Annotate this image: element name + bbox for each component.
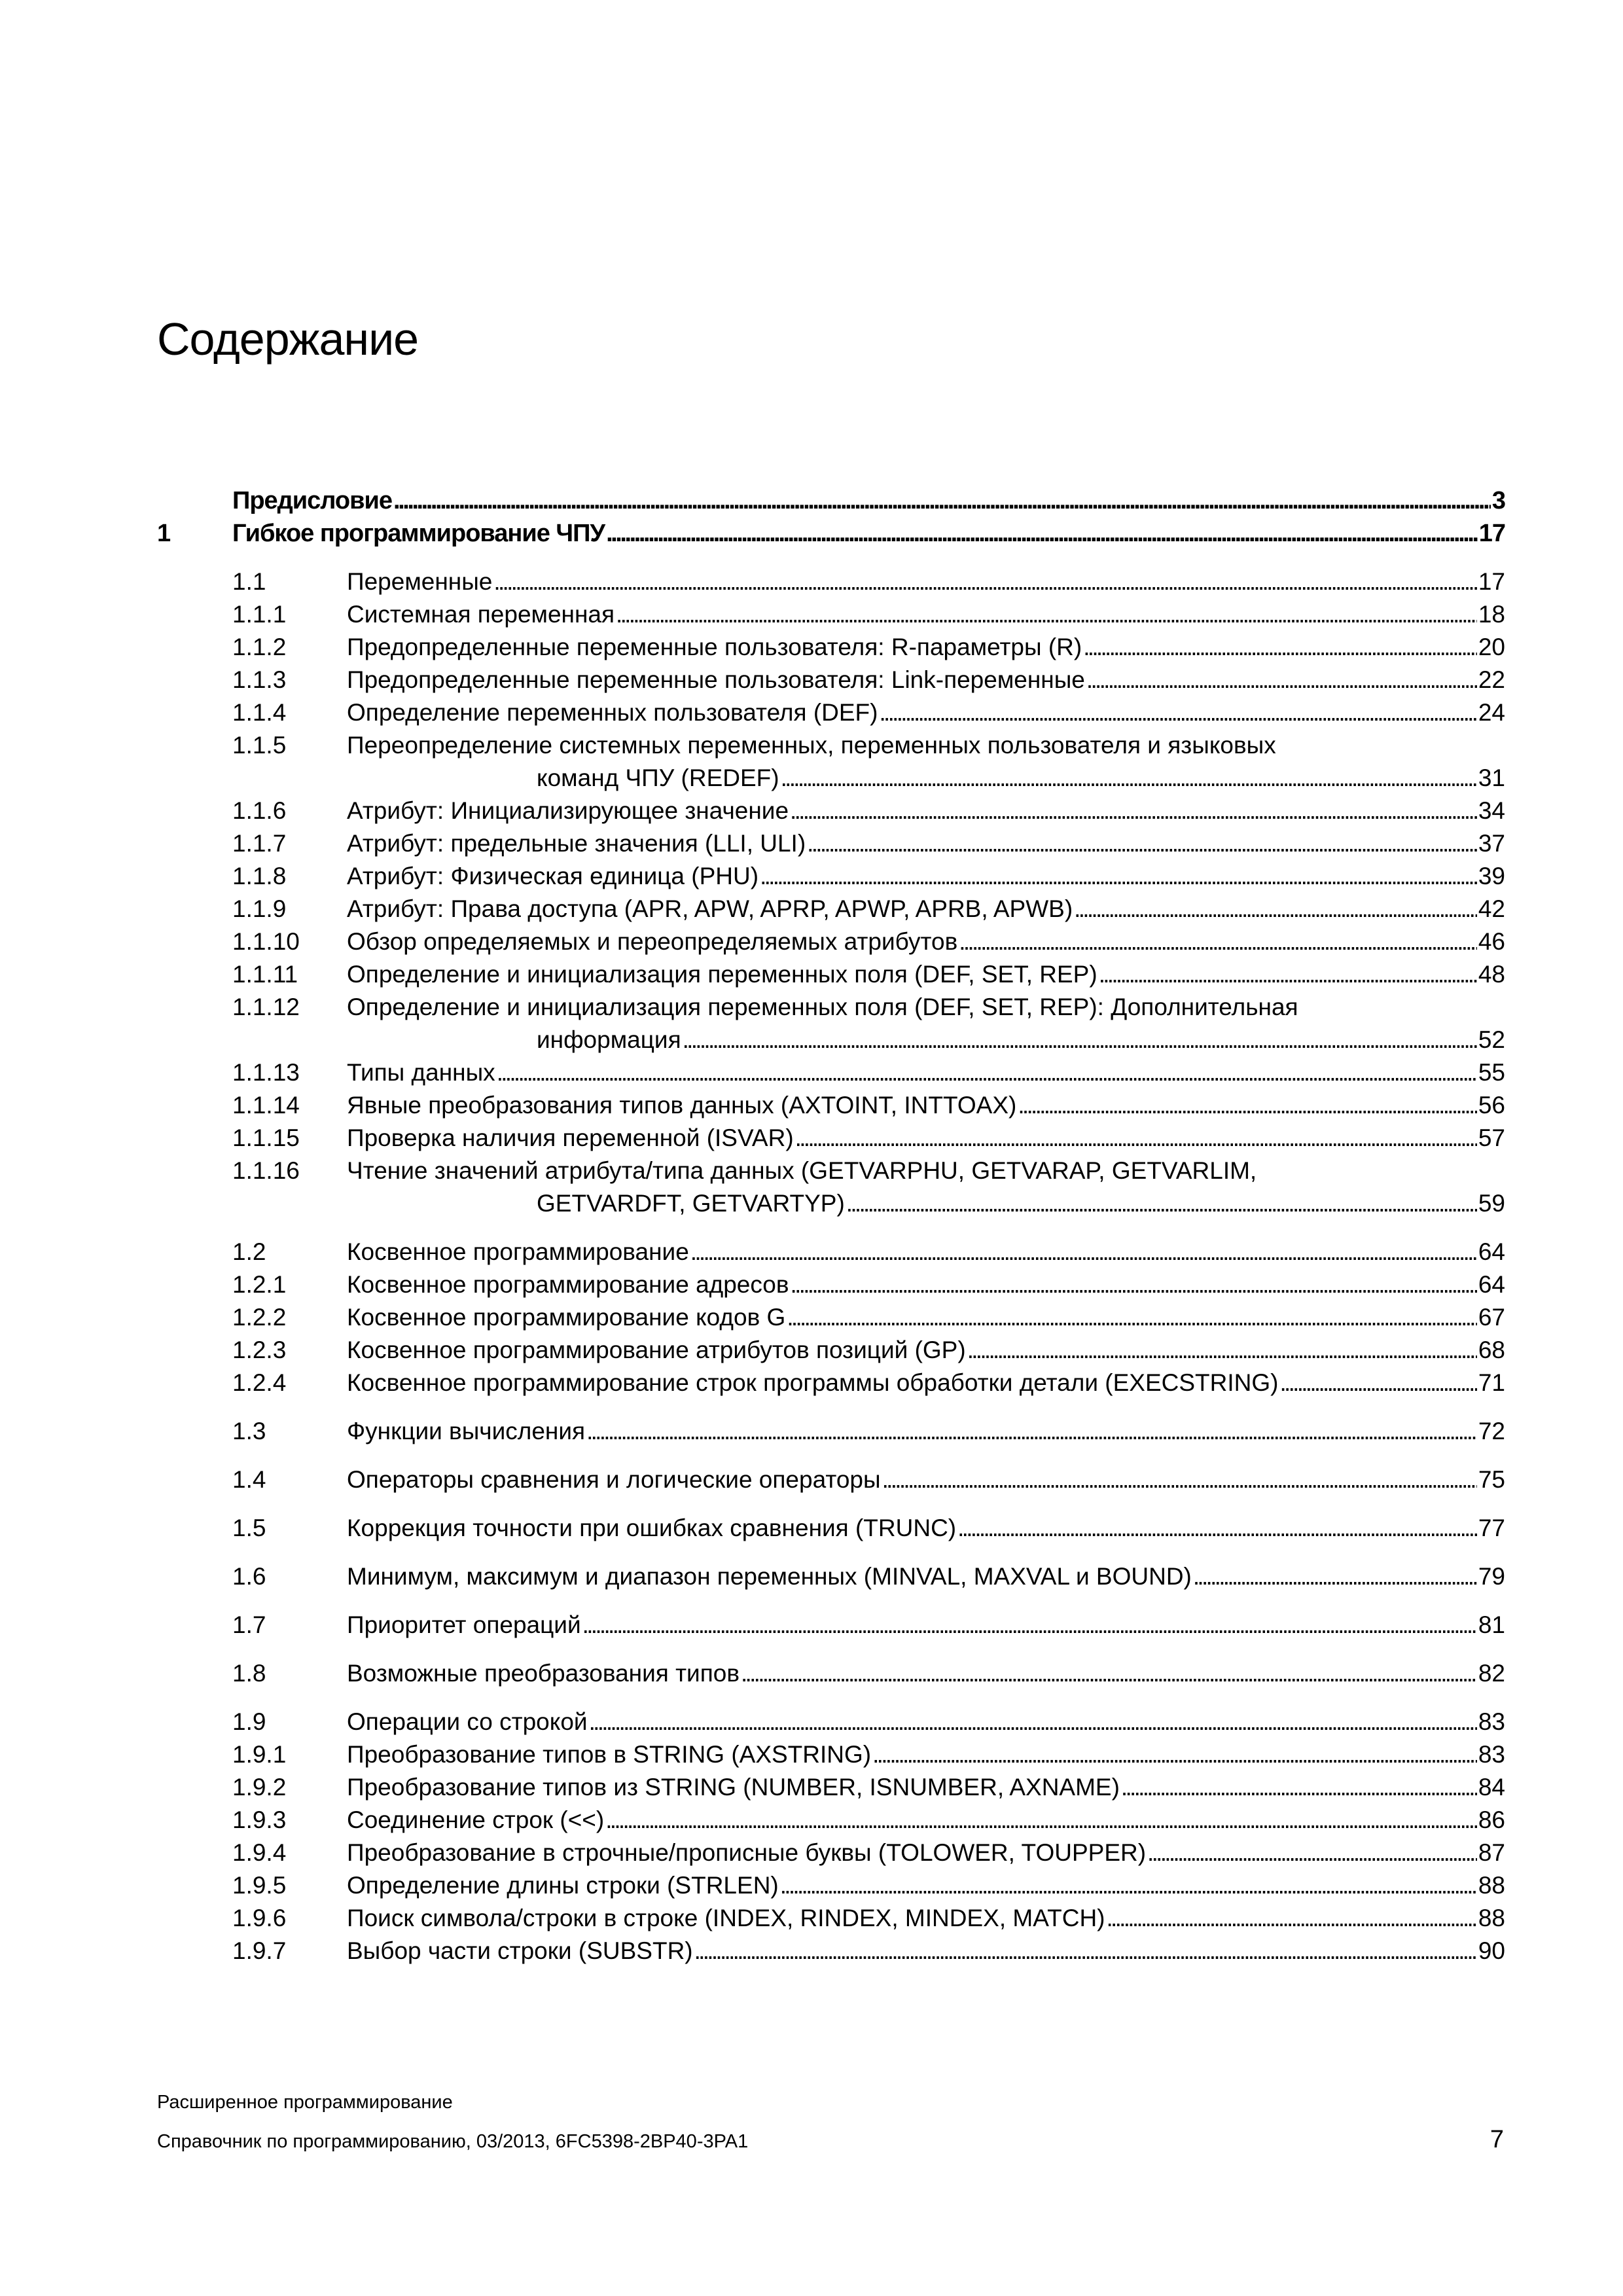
toc-entry-number: 1.1.2 [232, 634, 287, 660]
toc-leader-dots [683, 1024, 1477, 1056]
toc-leader-dots [1279, 1367, 1476, 1399]
toc-entry-title: Выбор части строки (SUBSTR) [347, 1937, 693, 1964]
toc-leader-dots [586, 1415, 1477, 1448]
toc-entry-page: 86 [1478, 1806, 1505, 1833]
toc-entry-title: Определение и инициализация переменных поля (DEF, SET, REP) [347, 961, 1097, 988]
toc-entry-number: 1.4 [232, 1466, 266, 1493]
toc-entry-title: Типы данных [347, 1059, 495, 1086]
toc-entry-title: Косвенное программирование кодов G [347, 1304, 786, 1331]
toc-spacer [157, 1448, 1505, 1463]
toc-spacer [157, 550, 1505, 565]
toc-entry-title: Косвенное программирование атрибутов позиций (GP) [347, 1336, 966, 1363]
toc-entry-page: 52 [1478, 1026, 1505, 1053]
toc-section-entry[interactable] [157, 1560, 1505, 1593]
toc-entry-title: Косвенное программирование строк программы обработки детали (EXECSTRING) [347, 1369, 1279, 1396]
toc-section-entry[interactable] [157, 1463, 1505, 1496]
toc-spacer [157, 1496, 1505, 1512]
toc-entry-title: Операции со строкой [347, 1708, 588, 1735]
toc-entry-page: 72 [1478, 1418, 1505, 1444]
toc-entry-page: 17 [1478, 520, 1505, 547]
toc-leader-dots [1193, 1560, 1477, 1593]
toc-leader-dots [787, 1301, 1477, 1334]
toc-entry-number: 1.1.11 [232, 961, 298, 988]
toc-entry-number: 1.1.16 [232, 1157, 300, 1184]
toc-section-entry[interactable] [157, 925, 1505, 958]
toc-entry-number: 1.1.13 [232, 1059, 300, 1086]
toc-entry-number: 1.1.10 [232, 928, 300, 955]
toc-entry-number: 1 [157, 520, 171, 547]
toc-entry-title: Чтение значений атрибута/типа данных (GETVARPHU, GETVARAP, GETVARLIM, [347, 1157, 1257, 1184]
toc-entry-number: 1.1.12 [232, 994, 300, 1020]
toc-section-entry[interactable] [157, 1609, 1505, 1641]
toc-entry-title: Преобразование типов в STRING (AXSTRING) [347, 1741, 872, 1768]
toc-section-entry[interactable] [157, 1415, 1505, 1448]
toc-entry-number: 1.1.5 [232, 732, 287, 759]
toc-entry-title: Определение и инициализация переменных поля (DEF, SET, REP): Дополнительная [347, 994, 1298, 1020]
toc-leader-dots [1086, 664, 1477, 696]
toc-entry-number: 1.9.5 [232, 1872, 287, 1899]
toc-entry-number: 1.9.1 [232, 1741, 287, 1768]
toc-section-entry[interactable] [157, 1367, 1505, 1399]
toc-entry-number: 1.9.2 [232, 1774, 287, 1801]
toc-entry-number: 1.3 [232, 1418, 266, 1444]
toc-section-entry[interactable] [157, 1268, 1505, 1301]
toc-entry-number: 1.1 [232, 568, 266, 595]
toc-section-entry[interactable] [157, 1771, 1505, 1804]
toc-entry-page: 3 [1491, 487, 1505, 514]
toc-entry-page: 31 [1478, 764, 1505, 791]
toc-leader-dots [846, 1187, 1477, 1220]
toc-entry-title: Коррекция точности при ошибках сравнения (TRUNC) [347, 1515, 957, 1541]
toc-leader-dots [882, 1463, 1477, 1496]
toc-section-entry[interactable] [157, 1706, 1505, 1738]
toc-spacer [157, 1545, 1505, 1560]
toc-leader-dots [959, 925, 1477, 958]
toc-entry-title: Поиск символа/строки в строке (INDEX, RINDEX, MINDEX, MATCH) [347, 1905, 1105, 1931]
toc-entry-title: Обзор определяемых и переопределяемых атрибутов [347, 928, 958, 955]
toc-entry-page: 71 [1478, 1369, 1505, 1396]
toc-entry-title: Соединение строк (<<) [347, 1806, 605, 1833]
toc-entry-number: 1.9.3 [232, 1806, 287, 1833]
toc-entry-page: 68 [1478, 1336, 1505, 1363]
toc-entry-number: 1.5 [232, 1515, 266, 1541]
toc-entry-page: 84 [1478, 1774, 1505, 1801]
toc-entry-title: Преобразование типов из STRING (NUMBER, ISNUMBER, AXNAME) [347, 1774, 1120, 1801]
toc-entry-page: 88 [1478, 1905, 1505, 1931]
toc-entry-title: Гибкое программирование ЧПУ [232, 520, 605, 547]
toc-entry-title: Операторы сравнения и логические операторы [347, 1466, 881, 1493]
toc-leader-dots [760, 860, 1477, 893]
toc-entry-number: 1.1.3 [232, 666, 287, 693]
toc-leader-dots [582, 1609, 1477, 1641]
toc-entry-number: 1.7 [232, 1611, 266, 1638]
toc-entry-page: 56 [1478, 1092, 1505, 1119]
toc-entry-number: 1.2.2 [232, 1304, 287, 1331]
toc-section-entry[interactable] [157, 827, 1505, 860]
toc-section-entry[interactable] [157, 696, 1505, 729]
toc-entry-page: 22 [1478, 666, 1505, 693]
toc-entry-title-continuation: команд ЧПУ (REDEF) [537, 764, 779, 791]
toc-entry-title: Предопределенные переменные пользователя: Link-переменные [347, 666, 1085, 693]
toc-section-entry[interactable] [157, 1122, 1505, 1155]
toc-entry-number: 1.6 [232, 1563, 266, 1590]
toc-entry-number: 1.1.7 [232, 830, 287, 857]
toc-leader-dots [872, 1738, 1477, 1771]
toc-section-entry[interactable] [157, 1236, 1505, 1268]
toc-entry-title: Атрибут: предельные значения (LLI, ULI) [347, 830, 806, 857]
footer-document-title: Расширенное программирование [157, 2092, 453, 2113]
toc-section-entry[interactable] [157, 1512, 1505, 1545]
toc-section-entry[interactable] [157, 1902, 1505, 1935]
toc-leader-dots [790, 795, 1477, 827]
toc-spacer [157, 1593, 1505, 1609]
toc-chapter-entry[interactable] [157, 484, 1505, 517]
toc-leader-dots [795, 1122, 1477, 1155]
toc-section-entry[interactable] [157, 631, 1505, 664]
toc-entry-page: 79 [1478, 1563, 1505, 1590]
toc-section-entry[interactable] [157, 1056, 1505, 1089]
toc-section-entry[interactable] [157, 1804, 1505, 1837]
toc-entry-title: Переопределение системных переменных, переменных пользователя и языковых [347, 732, 1276, 759]
toc-entry-number: 1.2.4 [232, 1369, 287, 1396]
toc-leader-dots [589, 1706, 1477, 1738]
toc-entry-title: Предопределенные переменные пользователя: R-параметры (R) [347, 634, 1082, 660]
table-of-contents [157, 484, 1505, 1967]
toc-entry-page: 48 [1478, 961, 1505, 988]
toc-leader-dots [791, 1268, 1477, 1301]
toc-spacer [157, 1220, 1505, 1236]
page-number: 7 [1489, 2126, 1504, 2153]
toc-entry-number: 1.9.6 [232, 1905, 287, 1931]
toc-entry-number: 1.1.9 [232, 895, 287, 922]
toc-leader-dots [1074, 893, 1477, 925]
toc-entry-title: Возможные преобразования типов [347, 1660, 740, 1687]
toc-entry-page: 83 [1478, 1741, 1505, 1768]
toc-entry-page: 39 [1478, 863, 1505, 889]
toc-entry-title: Проверка наличия переменной (ISVAR) [347, 1124, 794, 1151]
toc-section-entry[interactable] [157, 729, 1505, 795]
footer-document-info: Справочник по программированию, 03/2013, 6FC5398-2BP40-3PA1 [157, 2131, 749, 2152]
toc-spacer [157, 1399, 1505, 1415]
toc-section-entry[interactable] [157, 1837, 1505, 1869]
toc-leader-dots [807, 827, 1477, 860]
toc-entry-number: 1.1.15 [232, 1124, 300, 1151]
toc-entry-title: Предисловие [232, 487, 392, 514]
toc-entry-number: 1.2.3 [232, 1336, 287, 1363]
toc-entry-page: 46 [1478, 928, 1505, 955]
toc-entry-page: 37 [1478, 830, 1505, 857]
toc-entry-page: 34 [1478, 797, 1505, 824]
toc-leader-dots [493, 565, 1476, 598]
toc-entry-number: 1.1.1 [232, 601, 287, 628]
toc-entry-title: Косвенное программирование адресов [347, 1271, 789, 1298]
toc-leader-dots [616, 598, 1477, 631]
toc-entry-number: 1.1.8 [232, 863, 287, 889]
toc-entry-page: 64 [1478, 1271, 1505, 1298]
toc-entry-page: 90 [1478, 1937, 1505, 1964]
toc-section-entry[interactable] [157, 795, 1505, 827]
toc-entry-title: Определение длины строки (STRLEN) [347, 1872, 779, 1899]
toc-entry-page: 81 [1478, 1611, 1505, 1638]
toc-entry-number: 1.9 [232, 1708, 266, 1735]
toc-entry-title: Преобразование в строчные/прописные буквы (TOLOWER, TOUPPER) [347, 1839, 1147, 1866]
toc-entry-page: 64 [1478, 1238, 1505, 1265]
toc-entry-page: 59 [1478, 1190, 1505, 1217]
toc-section-entry[interactable] [157, 1155, 1505, 1220]
toc-section-entry[interactable] [157, 893, 1505, 925]
toc-spacer [157, 1641, 1505, 1657]
toc-entry-number: 1.2.1 [232, 1271, 287, 1298]
toc-section-entry[interactable] [157, 1869, 1505, 1902]
toc-entry-title-continuation: информация [537, 1026, 681, 1053]
toc-section-entry[interactable] [157, 1334, 1505, 1367]
toc-entry-title: Минимум, максимум и диапазон переменных (MINVAL, MAXVAL и BOUND) [347, 1563, 1192, 1590]
toc-section-entry[interactable] [157, 1738, 1505, 1771]
toc-entry-title: Атрибут: Инициализирующее значение [347, 797, 789, 824]
toc-leader-dots [605, 1804, 1477, 1837]
toc-entry-page: 42 [1478, 895, 1505, 922]
toc-section-entry[interactable] [157, 1301, 1505, 1334]
toc-leader-dots [1147, 1837, 1477, 1869]
toc-entry-page: 17 [1478, 568, 1505, 595]
toc-leader-dots [780, 1869, 1477, 1902]
toc-entry-page: 67 [1478, 1304, 1505, 1331]
toc-leader-dots [781, 762, 1477, 795]
toc-leader-dots [1099, 958, 1477, 991]
toc-section-entry[interactable] [157, 1657, 1505, 1690]
toc-leader-dots [393, 484, 1491, 517]
toc-spacer [157, 1690, 1505, 1706]
toc-entry-title: Определение переменных пользователя (DEF) [347, 699, 878, 726]
toc-entry-title: Системная переменная [347, 601, 615, 628]
toc-section-entry[interactable] [157, 1089, 1505, 1122]
toc-entry-page: 20 [1478, 634, 1505, 660]
toc-leader-dots [1083, 631, 1477, 664]
toc-entry-page: 87 [1478, 1839, 1505, 1866]
toc-section-entry[interactable] [157, 565, 1505, 598]
toc-leader-dots [1107, 1902, 1477, 1935]
toc-entry-title: Переменные [347, 568, 493, 595]
toc-entry-title: Атрибут: Физическая единица (PHU) [347, 863, 759, 889]
toc-leader-dots [606, 517, 1478, 550]
toc-entry-number: 1.1.6 [232, 797, 287, 824]
toc-leader-dots [741, 1657, 1477, 1690]
toc-entry-page: 57 [1478, 1124, 1505, 1151]
toc-section-entry[interactable] [157, 991, 1505, 1056]
toc-entry-title: Косвенное программирование [347, 1238, 689, 1265]
toc-leader-dots [967, 1334, 1477, 1367]
toc-entry-number: 1.2 [232, 1238, 266, 1265]
toc-entry-title: Приоритет операций [347, 1611, 581, 1638]
toc-leader-dots [694, 1935, 1477, 1967]
toc-entry-page: 24 [1478, 699, 1505, 726]
toc-section-entry[interactable] [157, 860, 1505, 893]
toc-leader-dots [879, 696, 1476, 729]
toc-leader-dots [497, 1056, 1477, 1089]
toc-entry-page: 82 [1478, 1660, 1505, 1687]
toc-section-entry[interactable] [157, 958, 1505, 991]
toc-leader-dots [1018, 1089, 1477, 1122]
toc-entry-title: Функции вычисления [347, 1418, 586, 1444]
page-title: Содержание [157, 314, 419, 365]
toc-entry-page: 75 [1478, 1466, 1505, 1493]
toc-entry-title-continuation: GETVARDFT, GETVARTYP) [537, 1190, 845, 1217]
toc-entry-number: 1.9.7 [232, 1937, 287, 1964]
toc-entry-page: 83 [1478, 1708, 1505, 1735]
toc-entry-page: 88 [1478, 1872, 1505, 1899]
toc-entry-number: 1.1.14 [232, 1092, 300, 1119]
toc-section-entry[interactable] [157, 1935, 1505, 1967]
toc-leader-dots [957, 1512, 1477, 1545]
toc-entry-page: 55 [1478, 1059, 1505, 1086]
toc-entry-number: 1.9.4 [232, 1839, 287, 1866]
toc-entry-page: 77 [1478, 1515, 1505, 1541]
toc-chapter-entry[interactable] [157, 517, 1505, 550]
toc-entry-page: 18 [1478, 601, 1505, 628]
toc-section-entry[interactable] [157, 598, 1505, 631]
toc-leader-dots [690, 1236, 1477, 1268]
toc-entry-title: Явные преобразования типов данных (AXTOINT, INTTOAX) [347, 1092, 1017, 1119]
toc-entry-title: Атрибут: Права доступа (APR, APW, APRP, APWP, APRB, APWB) [347, 895, 1073, 922]
toc-section-entry[interactable] [157, 664, 1505, 696]
toc-leader-dots [1121, 1771, 1477, 1804]
toc-entry-number: 1.1.4 [232, 699, 287, 726]
toc-entry-number: 1.8 [232, 1660, 266, 1687]
